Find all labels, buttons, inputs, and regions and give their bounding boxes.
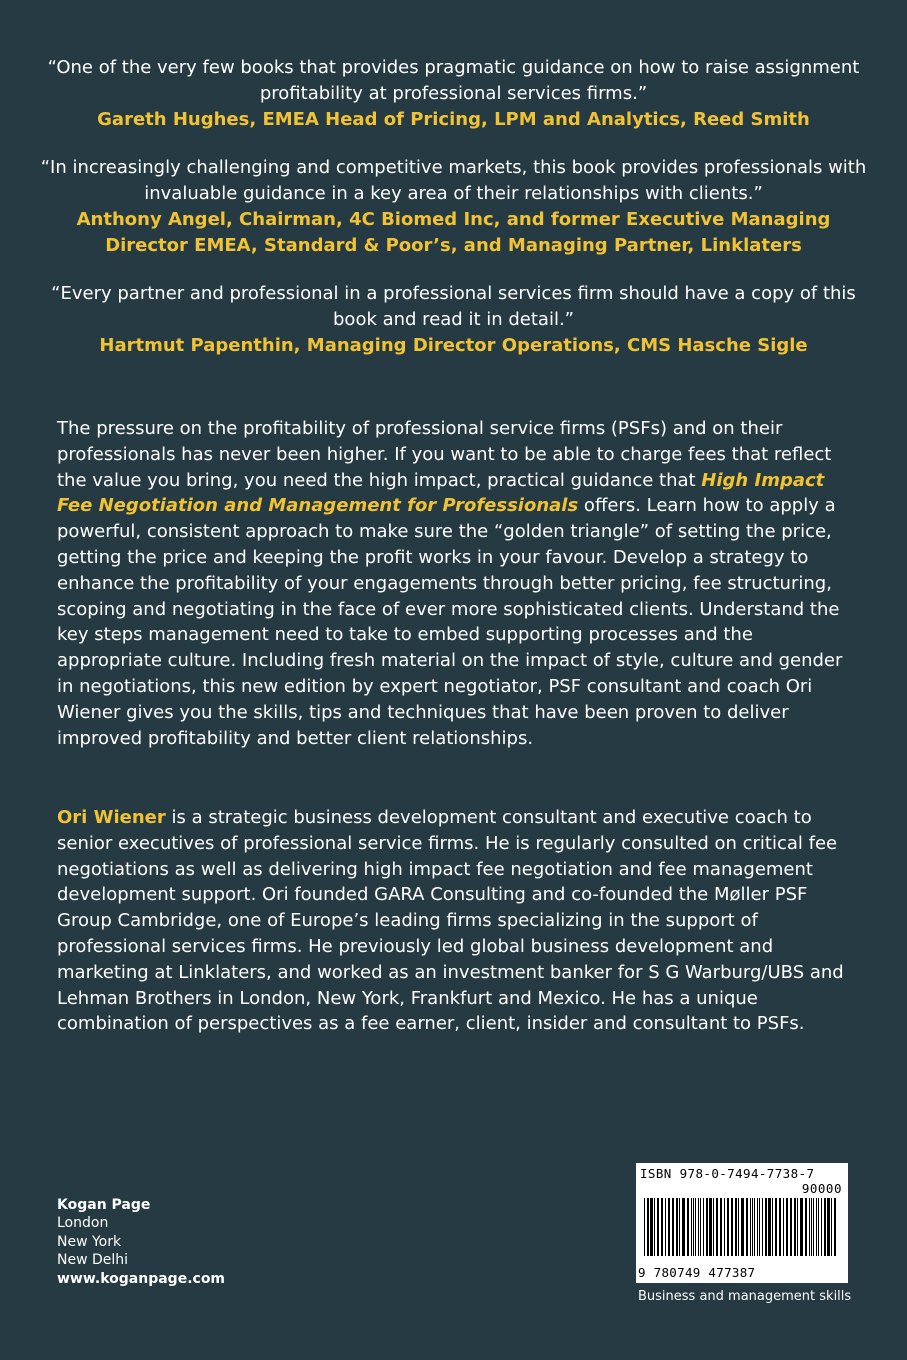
publisher-name: Kogan Page: [57, 1197, 151, 1213]
barcode-bars: [644, 1198, 840, 1258]
barcode-bar: [687, 1198, 689, 1256]
description-intro: The pressure on the profitability of professional service firms (PSFs) and on their professionals has never been higher. If you want to be able to charge fees that reflect the value you bring, you need the high impact, practical guidance that: [57, 418, 832, 491]
barcode-bar: [727, 1198, 729, 1256]
barcode-bar: [821, 1198, 822, 1256]
barcode-bar: [693, 1198, 694, 1256]
barcode-bar: [695, 1198, 696, 1256]
barcode-bar: [713, 1198, 714, 1256]
barcode-bar: [818, 1198, 819, 1256]
barcode-bar: [775, 1198, 777, 1256]
barcode-bar: [668, 1198, 670, 1256]
description-body: offers. Learn how to apply a powerful, consistent approach to make sure the “golden triangle” of setting the price, getting the price and keeping the profit works in your favour. Develop a strategy to enhance the profitability of your engagements through better pricing, fee structuring, scoping and negotiating in the face of ever more sophisticated clients. Understand the key steps management need to take to embed supporting processes and the appropriate culture. Including fresh material on the impact of style, culture and gender in negotiations, this new edition by expert negotiator, PSF consultant and coach Ori Wiener gives you the skills, tips and techniques that have been proven to deliver improved profitability and better client relationships.: [57, 495, 843, 749]
barcode-bar: [691, 1198, 692, 1256]
barcode-bar: [665, 1198, 666, 1256]
author-bio: [57, 805, 847, 1037]
author-bio-text: is a strategic business development consultant and executive coach to senior executives of professional service firms. He is regularly consulted on critical fee negotiations as well as delivering high impact fee negotiation and fee management development support. Ori founded GARA Consulting and co-founded the Møller PSF Group Cambridge, one of Europe’s leading firms specializing in the support of professional services firms. He previously led global business development and marketing at Linklaters, and worked as an investment banker for S G Warburg/UBS and Lehman Brothers in London, New York, Frankfurt and Mexico. He has a unique combination of perspectives as a fee earner, client, insider and consultant to PSFs.: [57, 807, 844, 1035]
barcode-bar: [779, 1198, 781, 1256]
barcode-bar: [654, 1198, 655, 1256]
barcode-bar: [834, 1198, 836, 1256]
barcode-bar: [786, 1198, 788, 1256]
quote-text: “Every partner and professional in a professional services firm should have a copy of this book and read it in detail.”: [51, 283, 856, 330]
barcode-bar: [746, 1198, 748, 1256]
barcode-bar: [811, 1198, 812, 1256]
barcode-bar: [768, 1198, 771, 1256]
endorsement-quote: [40, 55, 867, 133]
barcode-bar: [827, 1198, 830, 1256]
publisher-city: New York: [57, 1233, 122, 1250]
barcode-bar: [783, 1198, 784, 1256]
barcode-bar: [797, 1198, 798, 1256]
barcode-bar: [741, 1198, 744, 1256]
isbn-label: ISBN 978-0-7494-7738-7: [640, 1166, 815, 1181]
quote-text: “In increasingly challenging and competitive markets, this book provides professionals with invaluable guidance in a key area of their relationships with clients.”: [40, 157, 867, 204]
barcode-bar: [738, 1198, 739, 1256]
barcode-bar: [706, 1198, 708, 1256]
publisher-city: London: [57, 1215, 109, 1232]
barcode-bar: [752, 1198, 753, 1256]
isbn-barcode: [636, 1163, 848, 1283]
barcode-digits: 9 780749 477387: [638, 1265, 756, 1280]
barcode-bar: [772, 1198, 773, 1256]
barcode-bar: [813, 1198, 814, 1256]
barcode-bar: [759, 1198, 760, 1256]
price-code: 90000: [801, 1181, 842, 1196]
barcode-bar: [661, 1198, 663, 1256]
quote-source: Anthony Angel, Chairman, 4C Biomed Inc, and former Executive Managing Director EMEA, Standard & Poor’s, and Managing Partner, Linklaters: [76, 209, 831, 256]
barcode-bar: [709, 1198, 712, 1256]
barcode-bar: [720, 1198, 722, 1256]
barcode-bar: [831, 1198, 832, 1256]
barcode-bar: [682, 1198, 685, 1256]
endorsement-quote: [40, 281, 867, 359]
barcode-bar: [676, 1198, 678, 1256]
barcode-bar: [731, 1198, 733, 1256]
barcode-bar: [644, 1198, 645, 1256]
barcode-bar: [809, 1198, 810, 1256]
category-label: Business and management skills: [638, 1289, 852, 1304]
barcode-bar: [794, 1198, 796, 1256]
barcode-bar: [698, 1198, 699, 1256]
barcode-bar: [800, 1198, 803, 1256]
barcode-bar: [765, 1198, 767, 1256]
barcode-bar: [700, 1198, 701, 1256]
barcode-bar: [672, 1198, 674, 1256]
barcode-bar: [790, 1198, 792, 1256]
barcode-bar: [750, 1198, 751, 1256]
barcode-bar: [724, 1198, 725, 1256]
endorsements: [40, 55, 867, 381]
barcode-bar: [762, 1198, 763, 1256]
barcode-bar: [754, 1198, 755, 1256]
barcode-bar: [647, 1198, 649, 1256]
barcode-bar: [805, 1198, 807, 1256]
publisher-url: www.koganpage.com: [57, 1270, 226, 1287]
barcode-bar: [679, 1198, 680, 1256]
barcode-bar: [757, 1198, 758, 1256]
barcode-bar: [716, 1198, 718, 1256]
quote-text: “One of the very few books that provides pragmatic guidance on how to raise assignment profitability at professional services firms.”: [47, 57, 860, 104]
barcode-bar: [735, 1198, 737, 1256]
barcode-bar: [816, 1198, 817, 1256]
barcode-bar: [703, 1198, 704, 1256]
author-name: Ori Wiener: [57, 807, 166, 828]
quote-source: Gareth Hughes, EMEA Head of Pricing, LPM and Analytics, Reed Smith: [97, 109, 810, 130]
book-title: High Impact Fee Negotiation and Management for Professionals: [57, 469, 825, 517]
publisher-city: New Delhi: [57, 1252, 129, 1269]
barcode-bar: [650, 1198, 653, 1256]
publisher-block: [57, 1196, 225, 1288]
barcode-bar: [657, 1198, 659, 1256]
barcode-bar: [824, 1198, 826, 1256]
endorsement-quote: [40, 155, 867, 259]
quote-source: Hartmut Papenthin, Managing Director Operations, CMS Hasche Sigle: [99, 335, 808, 356]
book-description: [57, 416, 847, 751]
